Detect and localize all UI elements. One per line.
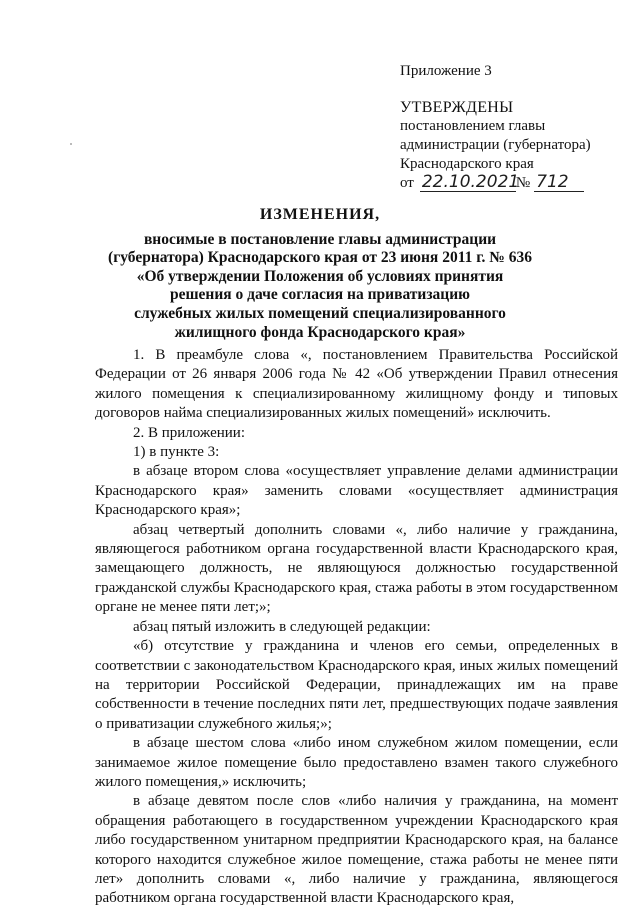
- handwritten-date: 22.10.2021: [421, 172, 520, 192]
- approval-line: Краснодарского края: [400, 156, 534, 172]
- from-label: от: [400, 175, 414, 191]
- paragraph: 1. В преамбуле слова «, постановлением Правительства Российской Федерации от 26 января 2006 года № 42 «Об утверждении Правил отнесения жилого помещения к специализированному жилищному фонду и типовых договоров найма специализированных жилых помещений» исключить.: [95, 347, 618, 422]
- approval-line: постановлением главы: [400, 118, 546, 134]
- document-body: [95, 346, 618, 909]
- title-line: жилищного фонда Краснодарского края»: [174, 323, 466, 341]
- approval-line: администрации (губернатора): [400, 137, 591, 153]
- handwritten-number: 712: [534, 174, 584, 192]
- approved-heading: УТВЕРЖДЕНЫ: [400, 99, 514, 116]
- title-line: (губернатора) Краснодарского края от 23 июня 2011 г. № 636: [108, 249, 532, 267]
- approval-block: [400, 62, 591, 193]
- paragraph: 2. В приложении:: [133, 424, 245, 441]
- annex-label: Приложение 3: [400, 63, 492, 79]
- date-number-line: [400, 174, 591, 193]
- paragraph: абзац четвертый дополнить словами «, либо наличие у гражданина, являющегося работником органа государственной власти Краснодарского края, замещающего должность, не являющуюся должностью государственной гражданской службы Краснодарского края, стажа работы в этом государственном органе не менее пяти лет;»;: [95, 521, 618, 616]
- paragraph: в абзаце девятом после слов «либо наличия у гражданина, на момент обращения работающего в государственном учреждении Краснодарского края либо государственном унитарном предприятии Краснодарского края, на балансе которого находится служебное жилое помещение, стажа работы не менее пяти лет» дополнить словами «, либо наличие у гражданина, являющегося работником органа государственной власти Краснодарского края,: [95, 793, 618, 907]
- title-heading: ИЗМЕНЕНИЯ,: [259, 206, 381, 223]
- title-line: решения о даче согласия на приватизацию: [169, 286, 471, 304]
- paragraph: «б) отсутствие у гражданина и членов его семьи, определенных в соответствии с законодательством Краснодарского края, иных жилых помещений на территории Российской Федерации, принадлежащих им на праве собственности в течение последних пяти лет, предшествующих подаче заявления о приватизации служебного жилья;»;: [95, 638, 618, 732]
- scan-speck: [70, 143, 72, 145]
- paragraph: в абзаце шестом слова «либо ином служебном жилом помещении, если занимаемое жилое помещение было предоставлено взамен такого служебного жилого помещения,» исключить;: [95, 735, 618, 790]
- number-label: №: [515, 175, 531, 191]
- title-line: служебных жилых помещений специализированного: [134, 304, 506, 322]
- paragraph: в абзаце втором слова «осуществляет управление делами администрации Краснодарского края» заменить словами «осуществляет администрация Краснодарского края»;: [95, 463, 618, 519]
- paragraph: 1) в пункте 3:: [133, 444, 220, 461]
- document-title: [95, 206, 545, 342]
- title-line: вносимые в постановление главы администрации: [143, 230, 497, 248]
- paragraph: абзац пятый изложить в следующей редакции:: [133, 618, 431, 635]
- title-line: «Об утверждении Положения об условиях принятия: [136, 267, 504, 285]
